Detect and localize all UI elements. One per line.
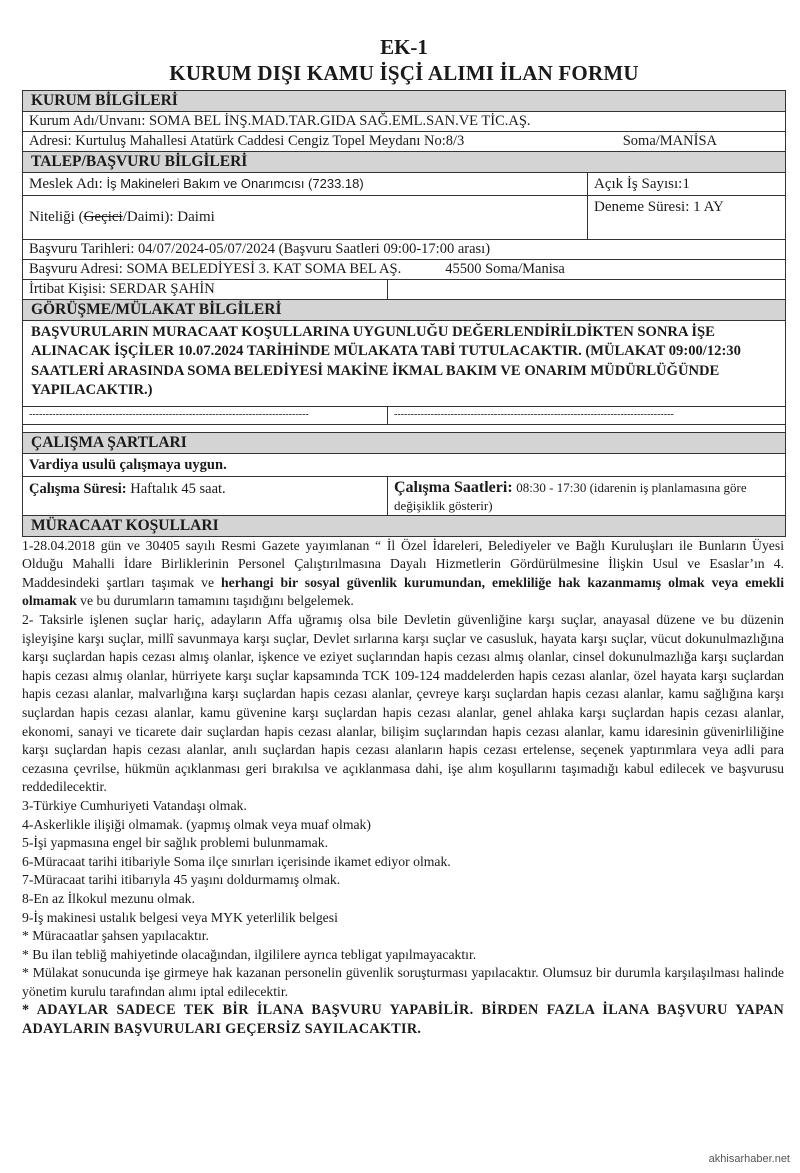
section-header-kurum: KURUM BİLGİLERİ — [22, 90, 786, 112]
deneme-suresi: Deneme Süresi: 1 AY — [594, 199, 724, 215]
condition-1-end: ve bu durumların tamamını taşıdığını belgelemek. — [76, 593, 354, 609]
note-1: * Müracaatlar şahsen yapılacaktır. — [22, 928, 209, 944]
condition-8: 8-En az İlkokul mezunu olmak. — [22, 890, 195, 906]
acik-is-sayisi: Açık İş Sayısı:1 — [594, 176, 690, 192]
kurum-adi: Kurum Adı/Unvanı: SOMA BEL İNŞ.MAD.TAR.GIDA SAĞ.EML.SAN.VE TİC.AŞ. — [22, 112, 786, 132]
nitelik-prefix: Niteliği ( — [29, 209, 84, 225]
condition-2: 2- Taksirle işlenen suçlar hariç, adayların Affa uğramış olsa bile Devletin güvenliğine karşı suçlar, anayasal düzene ve bu düzenin işleyişine karşı suçlar, millî savunmaya karşı suçlar, Devlet sırlarına karşı suçlar ve casusluk, hayata karşı suçlar, vücut dokunulmazlığına karşı suçlardan hapis cezası almış olanlar, işkence ve eziyet suçlarından hapis cezası almış olanlar, cinsel dokunulmazlığa karşı suçlardan hapis cezası almış olanlar, hürriyete karşı suçlar kapsamında TCK 109-124 maddelerden hapis cezası alanlar, özel hayata karşı suçlardan hapis cezası alanlar, malvarlığına karşı suçlardan hapis cezası alanlar, çevreye karşı suçlardan hapis cezası alanlar, kamu sağlığına karşı suçlardan hapis cezası alanlar, kamu güvenine karşı suçlardan hapis cezası alanlar, genel ahlaka karşı suçlardan hapis cezası alanlar, ekonomi, sanayi ve ticarete dair suçlardan hapis cezası alanlar, bilişim suçlarından hapis cezası alanlar, kamu idaresinin güvenirliliğine karşı suçlardan hapis cezası alanlar, anılı suçlardan hapis cezası alanların hapis cezası ertelense, seçenek yaptırımlara veya adli para cezasına çevrilse, hükmün açıklanması geri bırakılsa ve açıklanmasa dahi, işe alım koşullarını taşımadığı kabul edilecek ve başvurusu reddedilecektir. — [22, 612, 784, 795]
calisma-saatleri-cell — [388, 477, 785, 515]
dash-right: ------------------------------------------------------------------------------------ — [394, 408, 674, 420]
condition-7: 7-Müracaat tarihi itibarıyla 45 yaşını doldurmamış olmak. — [22, 872, 341, 888]
irtibat-row — [22, 280, 786, 300]
meslek-row — [22, 173, 786, 196]
basvuru-tarihleri: Başvuru Tarihleri: 04/07/2024-05/07/2024 (Başvuru Saatleri 09:00-17:00 arası) — [22, 240, 786, 260]
muracaat-kosullari — [22, 537, 786, 1039]
note-3: * Mülakat sonucunda işe girmeye hak kazanan personelin güvenlik soruşturması yapılacaktır. Olumsuz bir durumla karşılaşılması halinde yönetim kurulu tarafından alımı iptal edilecektir. — [22, 965, 784, 999]
condition-9: 9-İş makinesi ustalık belgesi veya MYK yeterlilik belgesi — [22, 909, 338, 925]
basvuru-adresi-row — [22, 260, 786, 280]
watermark: akhisarhaber.net — [708, 1153, 790, 1165]
kurum-adres-il: Soma/MANİSA — [622, 133, 717, 149]
vardiya: Vardiya usulü çalışmaya uygun. — [22, 454, 786, 477]
note-2: * Bu ilan tebliğ mahiyetinde olacağından, ilgililere ayrıca tebligat yapılmayacaktır. — [22, 946, 477, 962]
condition-6: 6-Müracaat tarihi itibariyle Soma ilçe sınırları içerisinde ikamet ediyor olmak. — [22, 853, 451, 869]
calisma-saatleri-value: 08:30 - 17:30 (idarenin iş planlamasına göre değişiklik gösterir) — [394, 479, 747, 513]
section-header-gorusme: GÖRÜŞME/MÜLAKAT BİLGİLERİ — [22, 300, 786, 321]
irtibat-kisisi: İrtibat Kişisi: SERDAR ŞAHİN — [23, 280, 388, 299]
calisma-suresi-cell — [23, 477, 388, 515]
note-4: * ADAYLAR SADECE TEK BİR İLANA BAŞVURU YAPABİLİR. BİRDEN FAZLA İLANA BAŞVURU YAPAN ADAYLARIN BAŞVURULARI GEÇERSİZ SAYILACAKTIR. — [22, 1002, 784, 1038]
nitelik-strike: Geçici — [83, 209, 123, 225]
condition-1 — [22, 537, 784, 611]
meslek-label: Meslek Adı: — [29, 176, 103, 192]
nitelik-cell — [23, 196, 588, 239]
nitelik-row — [22, 196, 786, 240]
condition-5: 5-İşi yapmasına engel bir sağlık problemi bulunmamak. — [22, 835, 328, 851]
section-header-muracaat: MÜRACAAT KOŞULLARI — [22, 516, 786, 537]
meslek-cell — [23, 173, 588, 195]
calisma-suresi-label: Çalışma Süresi: — [29, 480, 127, 497]
mulakat-bilgisi: BAŞVURULARIN MURACAAT KOŞULLARINA UYGUNLUĞU DEĞERLENDİRİLDİKTEN SONRA İŞE ALINACAK İŞÇİLER 10.07.2024 TARİHİNDE MÜLAKATA TABİ TUTULACAKTIR. (MÜLAKAT 09:00/12:30 SAATLERİ ARASINDA SOMA BELEDİYESİ MAKİNE İKMAL BAKIM VE ONARIM MÜDÜRLÜĞÜNDE YAPILACAKTIR.) — [22, 321, 786, 407]
condition-1-bold: herhangi bir sosyal güvenlik kurumundan, emekliliğe hak kazanmamış olmak veya emekli olmamak — [22, 574, 784, 609]
condition-1-text: 1-28.04.2018 gün ve 30405 sayılı Resmi Gazete yayımlanan “ İl Özel İdareleri, Belediyeler ve Bağlı Kuruluşları ile Bunların Üyesi Olduğu Mahalli İdare Birliklerinin Personel Çalıştırılmasına Dayalı Hizmetlerin Gördürülmesine İlişkin Usul ve Esaslar’ın 4. Maddesindeki şartları taşımak ve — [22, 537, 784, 590]
calisma-row — [22, 477, 786, 516]
condition-4: 4-Askerlikle ilişiği olmamak. (yapmış olmak veya muaf olmak) — [22, 816, 371, 832]
kurum-adres-row — [22, 132, 786, 152]
basvuru-adresi-il: 45500 Soma/Manisa — [445, 261, 565, 277]
basvuru-adresi: Başvuru Adresi: SOMA BELEDİYESİ 3. KAT SOMA BEL AŞ. — [29, 261, 402, 277]
meslek-value: İş Makineleri Bakım ve Onarımcısı (7233.18) — [106, 176, 364, 191]
form-annex-label: EK-1 — [380, 35, 428, 59]
dash-row — [22, 407, 786, 425]
form-page — [22, 34, 786, 1039]
calisma-saatleri-label: Çalışma Saatleri: — [394, 478, 513, 496]
kurum-adres: Adresi: Kurtuluş Mahallesi Atatürk Caddesi Cengiz Topel Meydanı No:8/3 — [29, 133, 465, 149]
section-header-calisma: ÇALIŞMA ŞARTLARI — [22, 432, 786, 454]
section-header-talep: TALEP/BAŞVURU BİLGİLERİ — [22, 152, 786, 173]
dash-left: ------------------------------------------------------------------------------------ — [23, 407, 388, 424]
calisma-suresi-value: Haftalık 45 saat. — [130, 480, 226, 497]
condition-3: 3-Türkiye Cumhuriyeti Vatandaşı olmak. — [22, 797, 247, 813]
nitelik-suffix: /Daimi): Daimi — [122, 209, 215, 225]
form-title: KURUM DIŞI KAMU İŞÇİ ALIMI İLAN FORMU — [169, 61, 639, 85]
